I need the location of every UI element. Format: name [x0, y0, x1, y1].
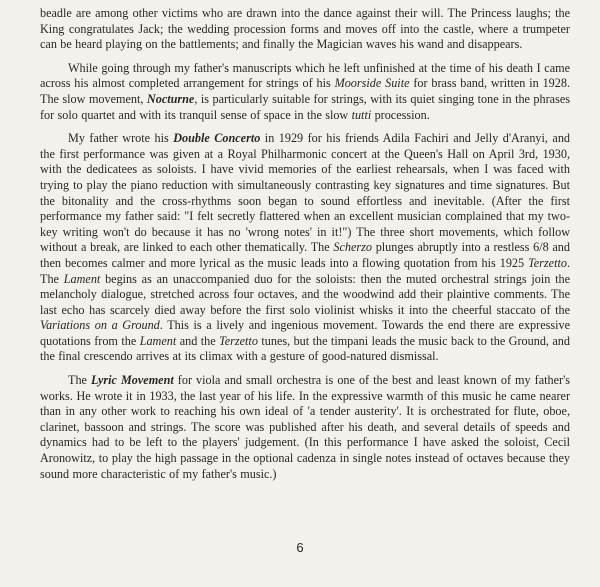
text-run: . The — [40, 255, 570, 286]
paragraph-moorside-suite — [40, 61, 570, 123]
movement-lament: Lament — [139, 333, 177, 348]
text-run: for viola and small orchestra is one of the best and least known of my father's works. He wrote it in 1933, the last year of his life. In the expressive warmth of this music he came nearer than in any other work to reaching his own ideal of 'a tender austerity'. It is orchestrated for flute, oboe, clarinet, bassoon and strings. The score was published after his death, and several details of speeds and dynamics had to be left to the players' judgement. (In this performance I have asked the soloist, Cecil Aronowitz, to play the high passage in the optional cadenza in single notes instead of octaves because they sound more characteristic of my father's music.) — [40, 373, 571, 481]
text-run: in 1929 for his friends Adila Fachiri and Jelly d'Aranyi, and the first performance was given at a Royal Philharmonic concert at the Queen's Hall on April 3rd, 1930, with the dedicatees as soloists. I have vivid memories of the earliest rehearsals, when I was faced with trying to play the piano reduction with simultaneously contrasting key signatures and time signatures. But the bitonality and the cross-rhythms soon began to sound effortless and inevitable. (After the first performance my father said: "I felt secretly flattered when an excellent musician complained that my two-key writing won't do because it has no 'wrong notes' in it!") The three short movements, which follow without a break, are linked to each other thematically. The — [40, 131, 571, 255]
page-number: 6 — [296, 540, 304, 555]
work-title-nocturne: Nocturne — [146, 91, 195, 106]
term-tutti: tutti — [351, 107, 372, 122]
paragraph-lyric-movement — [40, 373, 570, 482]
movement-scherzo: Scherzo — [333, 240, 372, 255]
body-text — [40, 6, 570, 490]
work-title-lyric-movement: Lyric Movement — [90, 373, 174, 388]
paragraph-jack-ending — [40, 6, 570, 53]
movement-variations: Variations on a Ground — [40, 318, 160, 333]
text-run: for brass band, written in 1928. The slow movement, — [40, 76, 570, 106]
text-run: plunges abruptly into a restless 6/8 and then becomes calmer and more lyrical as the music leads into a flowing quotation from his 1925 — [40, 240, 570, 270]
text-run: The — [68, 373, 91, 388]
work-title-moorside-suite: Moorside Suite — [334, 76, 410, 91]
text-run: . This is a lively and ingenious movement. Towards the end there are expressive quotations from the — [40, 318, 570, 348]
work-title-double-concerto: Double Concerto — [173, 131, 261, 146]
text-run: begins as an unaccompanied duo for the soloists: then the muted orchestral strings join the melancholy dialogue, stretched across four octaves, and the woodwind add their plaintive comments. The last echo has scarcely died away before the first solo violinist whisks it into the cheerful staccato of the — [40, 271, 571, 317]
movement-lament: Lament — [63, 271, 101, 286]
work-title-terzetto: Terzetto — [219, 333, 258, 348]
text-run: procession. — [371, 107, 430, 122]
text-run: tunes, but the timpani leads the music back to the Ground, and the final crescendo arrives at its climax with a gesture of good-natured dismissal. — [40, 333, 570, 364]
text-run: and the — [176, 333, 220, 348]
paragraph-text: beadle are among other victims who are drawn into the dance against their will. The Princess laughs; the King congratulates Jack; the wedding procession forms and moves off into the castle, where a trumpeter can be heard playing on the battlements; and finally the Magician waves his wand and disappears. — [40, 6, 570, 52]
text-run: , is particularly suitable for strings, with its quiet singing tone in the phrases for solo quartet and with its tranquil sense of space in the slow — [40, 91, 570, 122]
text-run: My father wrote his — [68, 131, 174, 146]
paragraph-double-concerto — [40, 131, 570, 365]
text-run: While going through my father's manuscripts which he left unfinished at the time of his death I came across his almost completed arrangement for strings of his — [40, 60, 570, 91]
work-title-terzetto: Terzetto — [528, 255, 567, 270]
